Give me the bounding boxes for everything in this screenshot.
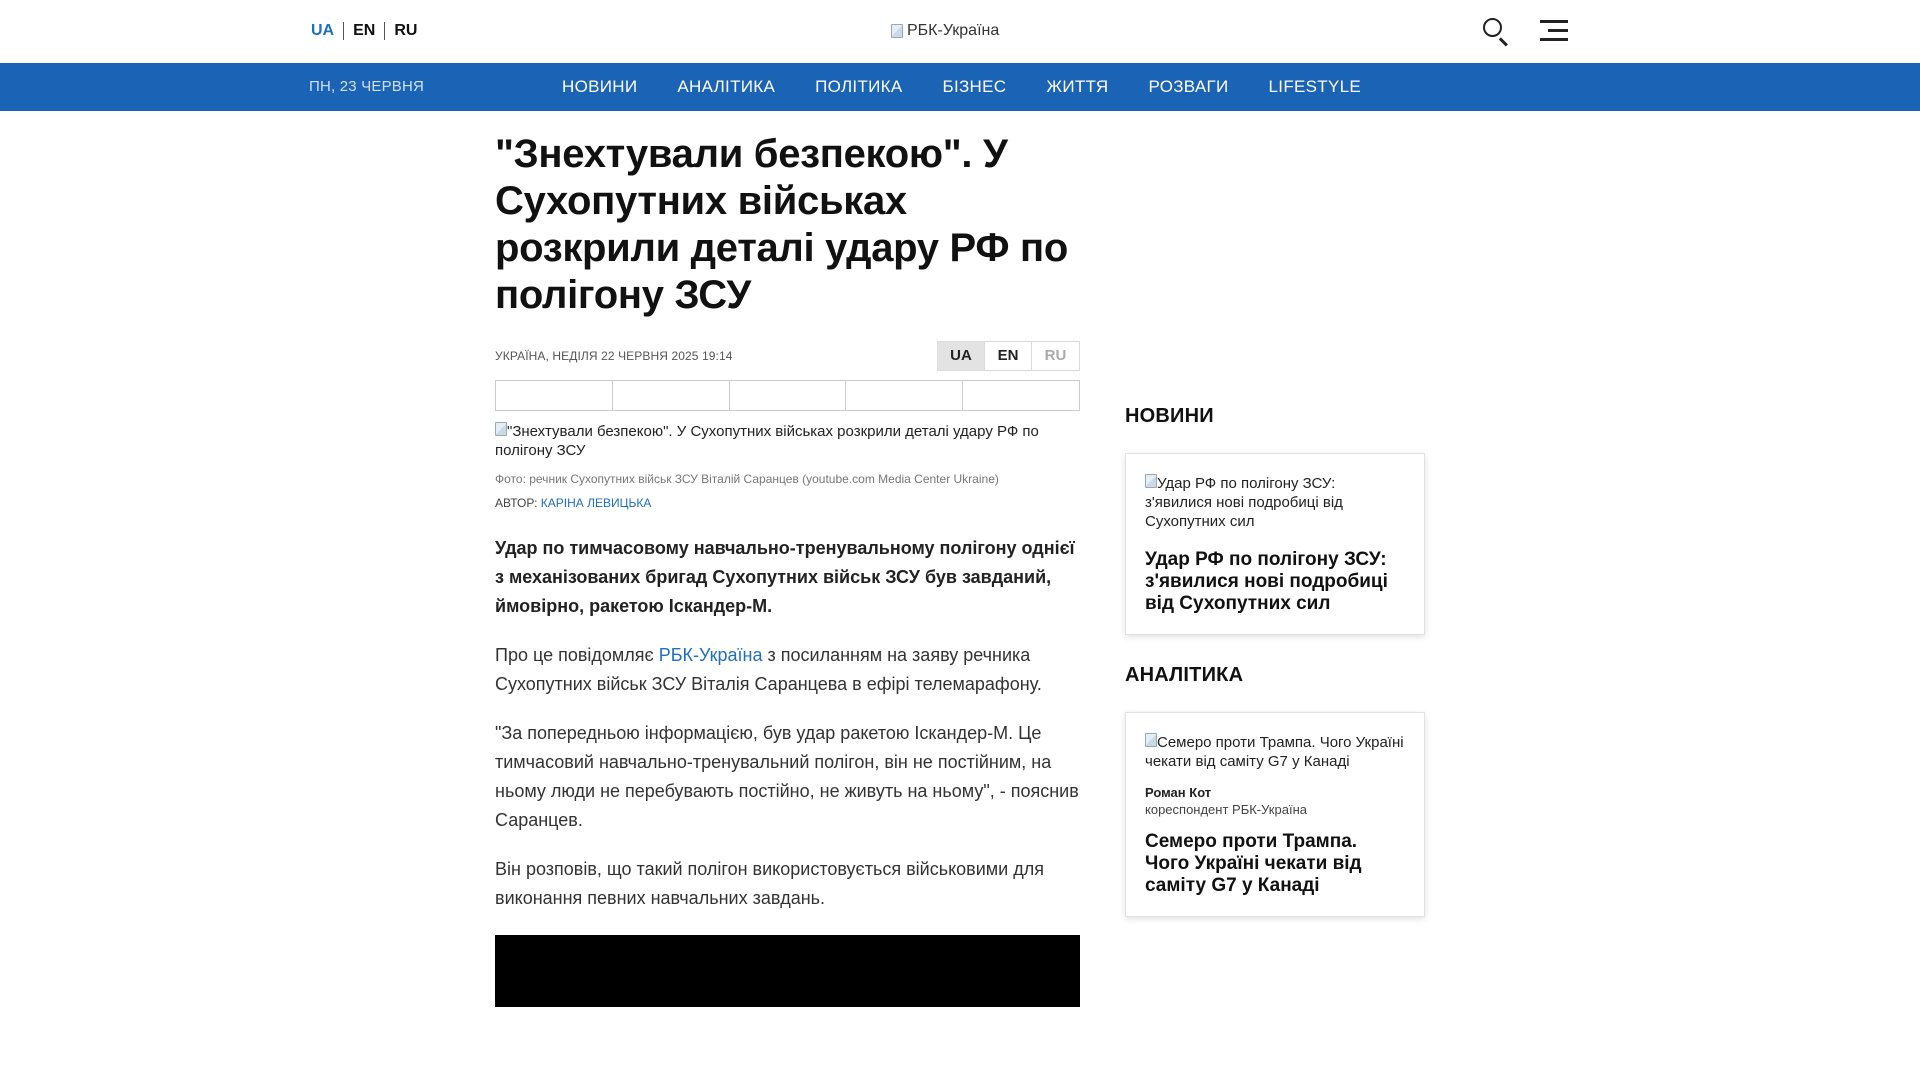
- nav-item-news[interactable]: НОВИНИ: [562, 77, 638, 96]
- share-button[interactable]: [613, 381, 730, 410]
- article-lang-ua-tab[interactable]: UA: [938, 342, 985, 370]
- nav-item-lifestyle[interactable]: LIFESTYLE: [1268, 77, 1362, 96]
- article-lang-ru-tab[interactable]: RU: [1044, 347, 1067, 364]
- article-lead: Удар по тимчасовому навчально-тренувальному полігону однієї з механізованих бригад Сухопутних військ ЗСУ був завданий, ймовірно, ракетою Іскандер-М.: [495, 538, 1075, 616]
- hamburger-menu-icon[interactable]: [1540, 20, 1568, 42]
- article-paragraph: Він розповів, що такий полігон використовується військовими для виконання певних навчальних завдань.: [495, 859, 1044, 908]
- nav-menu: [562, 63, 1401, 111]
- share-button[interactable]: [730, 381, 847, 410]
- article-paragraph: "За попередньою інформацією, був удар ракетою Іскандер-М. Це тимчасовий навчально-тренувальний полігон, він не постійним, на ньому люди не перебувають постійно, не живуть на ньому", - пояснив Саранцев.: [495, 723, 1079, 830]
- analytics-card-author-role: кореспондент РБК-Україна: [1145, 802, 1307, 817]
- article-lang-en-tab[interactable]: EN: [985, 342, 1032, 370]
- video-player[interactable]: [495, 935, 1080, 1007]
- site-logo[interactable]: [891, 22, 999, 40]
- lang-ru-link[interactable]: RU: [394, 22, 418, 39]
- top-bar: [0, 0, 1920, 63]
- analytics-card-author: Роман Кот: [1145, 785, 1212, 800]
- article-meta-row: [495, 341, 1080, 371]
- hero-image-alt-text: "Знехтували безпекою". У Сухопутних військах розкрили деталі удару РФ по полігону ЗСУ: [495, 423, 1039, 459]
- share-button[interactable]: [963, 381, 1079, 410]
- news-card-image[interactable]: [1145, 474, 1405, 531]
- share-buttons: [495, 380, 1080, 411]
- lang-ua-link[interactable]: UA: [311, 22, 335, 39]
- hero-image: [495, 422, 1080, 460]
- sidebar: [1125, 405, 1425, 917]
- article: [495, 131, 1080, 1007]
- share-button[interactable]: [496, 381, 613, 410]
- current-date: ПН, 23 ЧЕРВНЯ: [309, 78, 425, 95]
- article-paragraph: [495, 641, 1080, 699]
- nav-item-entertainment[interactable]: РОЗВАГИ: [1148, 77, 1229, 96]
- search-icon[interactable]: [1481, 16, 1511, 46]
- broken-image-icon: [891, 24, 903, 38]
- paragraph-text: з посиланням на заяву речника Сухопутних військ ЗСУ Віталія Саранцева в ефірі телемарафону.: [495, 645, 1042, 694]
- paragraph-text: Про це повідомляє: [495, 645, 659, 665]
- source-link[interactable]: РБК-Україна: [658, 645, 763, 665]
- author-label: АВТОР:: [495, 496, 538, 510]
- language-switcher: [311, 22, 426, 40]
- news-card-title[interactable]: Удар РФ по полігону ЗСУ: з'явилися нові подробиці від Сухопутних сил: [1145, 549, 1388, 614]
- broken-image-icon: [1145, 733, 1157, 747]
- share-button[interactable]: [846, 381, 963, 410]
- nav-item-politics[interactable]: ПОЛІТИКА: [815, 77, 903, 96]
- news-card-image-alt: Удар РФ по полігону ЗСУ: з'явилися нові подробиці від Сухопутних сил: [1145, 475, 1343, 530]
- author-link[interactable]: КАРІНА ЛЕВИЦЬКА: [540, 496, 652, 510]
- nav-item-business[interactable]: БІЗНЕС: [942, 77, 1007, 96]
- lang-en-link[interactable]: EN: [353, 22, 376, 39]
- news-card[interactable]: [1125, 453, 1425, 635]
- analytics-card-image[interactable]: [1145, 733, 1405, 771]
- article-language-tabs: [937, 341, 1080, 371]
- analytics-card-title[interactable]: Семеро проти Трампа. Чого Україні чекати від саміту G7 у Канаді: [1145, 831, 1362, 896]
- nav-item-analytics[interactable]: АНАЛІТИКА: [677, 77, 776, 96]
- analytics-card-image-alt: Семеро проти Трампа. Чого Україні чекати від саміту G7 у Канаді: [1145, 734, 1404, 770]
- photo-caption: Фото: речник Сухопутних військ ЗСУ Віталій Саранцев (youtube.com Media Center Ukraine): [495, 472, 999, 486]
- broken-image-icon: [495, 422, 507, 436]
- logo-alt-text: РБК-Україна: [907, 22, 1000, 39]
- broken-image-icon: [1145, 474, 1157, 488]
- article-title: "Знехтували безпекою". У Сухопутних військах розкрили деталі удару РФ по полігону ЗСУ: [495, 132, 1069, 317]
- nav-item-life[interactable]: ЖИТТЯ: [1046, 77, 1109, 96]
- article-date: УКРАЇНА, НЕДІЛЯ 22 ЧЕРВНЯ 2025 19:14: [495, 349, 733, 363]
- analytics-section-heading[interactable]: АНАЛІТИКА: [1125, 664, 1244, 686]
- analytics-card[interactable]: [1125, 712, 1425, 917]
- main-navigation: [0, 63, 1920, 111]
- article-author: [495, 496, 1080, 510]
- news-section-heading[interactable]: НОВИНИ: [1125, 405, 1214, 427]
